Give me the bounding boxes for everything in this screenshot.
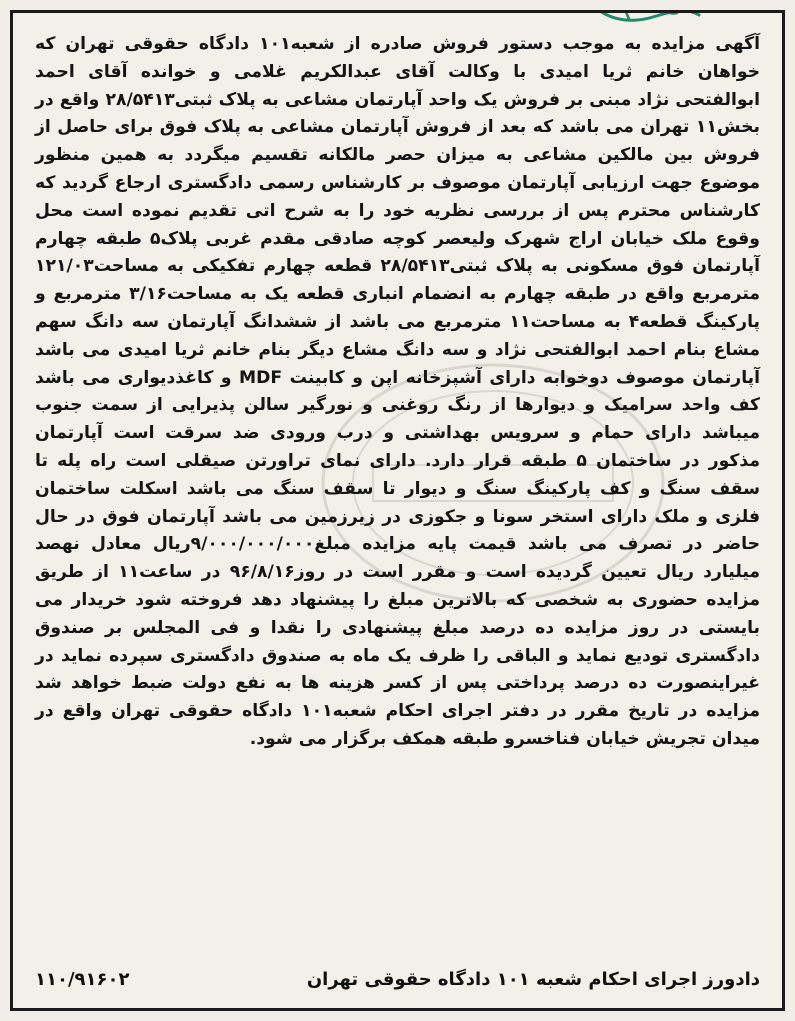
notice-frame — [10, 10, 785, 1011]
reference-number: ۱۱۰/۹۱۶۰۲ — [35, 969, 130, 990]
notice-signature: دادورز اجرای احکام شعبه ۱۰۱ دادگاه حقوقی تهران — [306, 969, 760, 990]
handwritten-stamp-icon — [593, 10, 703, 29]
notice-footer — [35, 966, 760, 994]
notice-body — [35, 31, 760, 754]
notice-text: آگهی مزایده به موجب دستور فروش صادره از شعبه۱۰۱ دادگاه حقوقی تهران که خواهان خانم ثریا امیدی با وکالت آقای عبدالکریم غلامی و خوانده آقای احمد ابوالفتحی نژاد مبنی بر فروش یک واحد آپارتمان مشاعی به پلاک ثبتی۲۸/۵۴۱۳ واقع در بخش۱۱ تهران می باشد که بعد از فروش آپارتمان مشاعی به پلاک فوق برای حاصل از فروش بین مالکین مشاعی به میزان حصر مالکانه تقسیم میگردد به همین منظور موضوع جهت ارزیابی آپارتمان موصوف بر کارشناس رسمی دادگستری ارجاع گردید که کارشناس محترم پس از بررسی نظریه خود را به شرح اتی تقدیم نموده است محل وقوع ملک خیابان اراج شهرک ولیعصر کوچه صادقی مقدم غربی پلاک۵ طبقه چهارم آپارتمان فوق مسکونی به پلاک ثبتی۲۸/۵۴۱۳ قطعه چهارم تفکیکی به مساحت۱۲۱/۰۳ مترمربع واقع در طبقه چهارم به انضمام انباری قطعه یک به مساحت۳/۱۶ مترمربع و پارکینگ قطعه۴ به مساحت۱۱ مترمربع می باشد از ششدانگ آپارتمان سه دانگ سهم مشاع بنام احمد ابوالفتحی نژاد و سه دانگ مشاع دیگر بنام خانم ثریا امیدی می باشد آپارتمان موصوف دوخوابه دارای آشپزخانه اپن و کابینت MDF و کاغذدیواری می باشد کف واحد سرامیک و دیوارها از رنگ روغنی و نورگیر سالن پذیرایی از سمت جنوب میباشد دارای حمام و سرویس بهداشتی و درب ورودی ضد سرقت است آپارتمان مذکور در ساختمان ۵ طبقه قرار دارد. دارای نمای تراورتن صیقلی است راه پله تا سقف سنگ و کف پارکینگ سنگ و دیوار تا سقف سنگ می باشد اسکلت ساختمان فلزی و ملک دارای استخر سونا و جکوزی در زیرزمین می باشد آپارتمان فوق در حال حاضر در تصرف می باشد قیمت پایه مزایده مبلغ۹/۰۰۰/۰۰۰/۰۰۰ریال معادل نهصد میلیارد ریال تعیین گردیده است و مقرر است در روز۹۶/۸/۱۶ در ساعت۱۱ از طریق مزایده حضوری به شخصی که بالاترین مبلغ را پیشنهاد دهد فروخته شود خریدار می بایستی در روز مزایده ده درصد مبلغ پیشنهادی را نقدا و فی المجلس بر صندوق دادگستری تودیع نماید و الباقی را ظرف یک ماه به صندوق دادگستری سپرده نماید در غیراینصورت ده درصد پرداختی پس از کسر هزینه ها به نفع دولت ضبط خواهد شد مزایده در تاریخ مقرر در دفتر اجرای احکام شعبه۱۰۱ دادگاه حقوقی تهران واقع در میدان تجریش خیابان فناخسرو طبقه همکف برگزار می شود. — [35, 34, 760, 749]
